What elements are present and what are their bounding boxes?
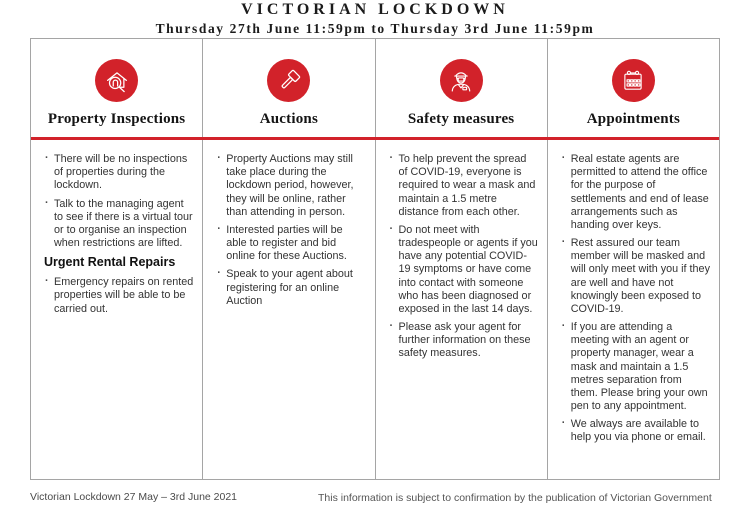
lockdown-info-table [30,38,720,480]
house-magnifier-icon [95,59,138,102]
urgent-rental-repairs-subheading: Urgent Rental Repairs [44,255,176,270]
gavel-icon [267,59,310,102]
bullet-item: · There will be no inspections of properties during the lockdown. [44,153,193,193]
column-heading: Property Inspections [47,111,186,127]
bullet-item: · Property Auctions may still take place during the lockdown period, however, they will be online, rather than attending in person. [216,153,365,219]
bullet-item: · If you are attending a meeting with an agent or property manager, wear a mask and maintain a 1.5 metres separation from them. Please bring your own pen to any appointment. [561,321,710,413]
page-header [0,0,750,37]
bullet-item: · Do not meet with tradespeople or agents if you have any potential COVID-19 symptoms or have come into contact with someone who has been diagnosed or exposed in the last 14 days. [389,224,538,316]
bullet-item: · Please ask your agent for further information on these safety measures. [389,321,538,361]
column-body [31,140,202,321]
header-divider-line [31,137,719,140]
column-heading: Safety measures [407,111,515,127]
column-auctions [203,39,375,479]
bullet-item: · Talk to the managing agent to see if there is a virtual tour or to organise an inspection when restrictions are lifted. [44,198,193,251]
column-header [31,39,202,140]
bullet-list [216,153,365,308]
column-header [203,39,374,140]
bullet-item: · Interested parties will be able to register and bid online for these Auctions. [216,224,365,264]
footer-date-range: Victorian Lockdown 27 May – 3rd June 2021 [30,491,238,503]
column-header [376,39,547,140]
bullet-item: · We always are available to help you via phone or email. [561,418,710,444]
column-appointments [548,39,719,479]
masked-person-icon [440,59,483,102]
bullet-item: · Emergency repairs on rented properties will be able to be carried out. [44,276,193,316]
column-body [203,140,374,313]
bullet-list [44,276,193,316]
column-property-inspections [31,39,203,479]
page-title: VICTORIAN LOCKDOWN [241,1,509,18]
column-body [376,140,547,366]
page-subtitle: Thursday 27th June 11:59pm to Thursday 3rd June 11:59pm [155,21,595,36]
bullet-item: · Real estate agents are permitted to attend the office for the purpose of settlements and end of lease arrangements such as handing over keys. [561,153,710,232]
column-header [548,39,719,140]
bullet-item: · Speak to your agent about registering for an online Auction [216,268,365,308]
column-heading: Appointments [586,111,680,127]
bullet-list [389,153,538,361]
footer-disclaimer: This information is subject to confirmation by the publication of Victorian Government [318,492,712,504]
column-body [548,140,719,450]
bullet-item: · To help prevent the spread of COVID-19, everyone is required to wear a mask and maintain a 1.5 metre distance from each other. [389,153,538,219]
calendar-icon [612,59,655,102]
column-safety-measures [376,39,548,479]
bullet-list [561,153,710,445]
column-heading: Auctions [259,111,319,127]
bullet-item: · Rest assured our team member will be masked and will only meet with you if they are well and have not knowingly been exposed to COVID-19. [561,237,710,316]
bullet-list [44,153,193,250]
